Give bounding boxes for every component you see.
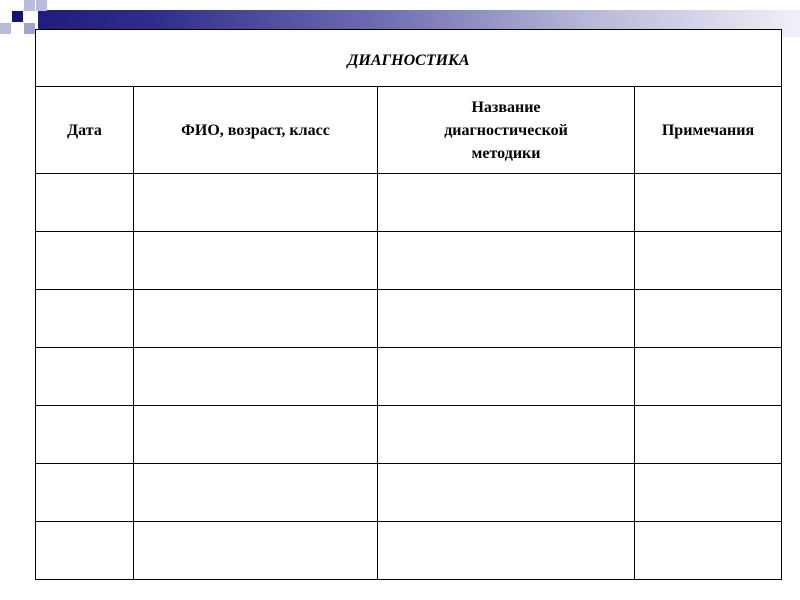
table-cell[interactable] [378,174,635,232]
table-cell[interactable] [635,406,782,464]
diagnostics-table [35,29,782,580]
header-notes: Примечания [635,87,782,174]
table-cell[interactable] [378,522,635,580]
table-cell[interactable] [635,464,782,522]
table-title [36,30,782,87]
table-cell[interactable] [36,464,134,522]
table-cell[interactable] [134,348,378,406]
table-cell[interactable] [378,232,635,290]
table-cell[interactable] [36,406,134,464]
table-row [36,522,782,580]
table-cell[interactable] [134,522,378,580]
table-cell[interactable] [635,232,782,290]
header-method-name: Название диагностической методики [378,87,635,174]
table-cell[interactable] [36,522,134,580]
table-cell[interactable] [378,464,635,522]
decor-square [36,0,47,11]
table-cell[interactable] [134,232,378,290]
table-cell[interactable] [134,174,378,232]
table-row [36,464,782,522]
decor-square [12,11,23,22]
table-row [36,290,782,348]
decor-square [0,23,11,34]
table-cell[interactable] [378,348,635,406]
table-title-row [36,30,782,87]
table-cell[interactable] [378,406,635,464]
table-cell[interactable] [134,290,378,348]
table-cell[interactable] [36,174,134,232]
table-cell[interactable] [36,348,134,406]
table-header-row [36,87,782,174]
table-cell[interactable] [36,232,134,290]
table-cell[interactable] [36,290,134,348]
table-cell[interactable] [378,290,635,348]
table-row [36,232,782,290]
table-cell[interactable] [635,348,782,406]
table-cell[interactable] [635,174,782,232]
header-date: Дата [36,87,134,174]
table-row [36,406,782,464]
header-name-age-class: ФИО, возраст, класс [134,87,378,174]
decor-square [24,23,35,34]
table-title-text: ДИАГНОСТИКА [347,51,470,69]
table-cell[interactable] [134,464,378,522]
table-cell[interactable] [134,406,378,464]
table-cell[interactable] [635,290,782,348]
table-cell[interactable] [635,522,782,580]
decor-square [24,0,35,11]
table-row [36,174,782,232]
table-row [36,348,782,406]
